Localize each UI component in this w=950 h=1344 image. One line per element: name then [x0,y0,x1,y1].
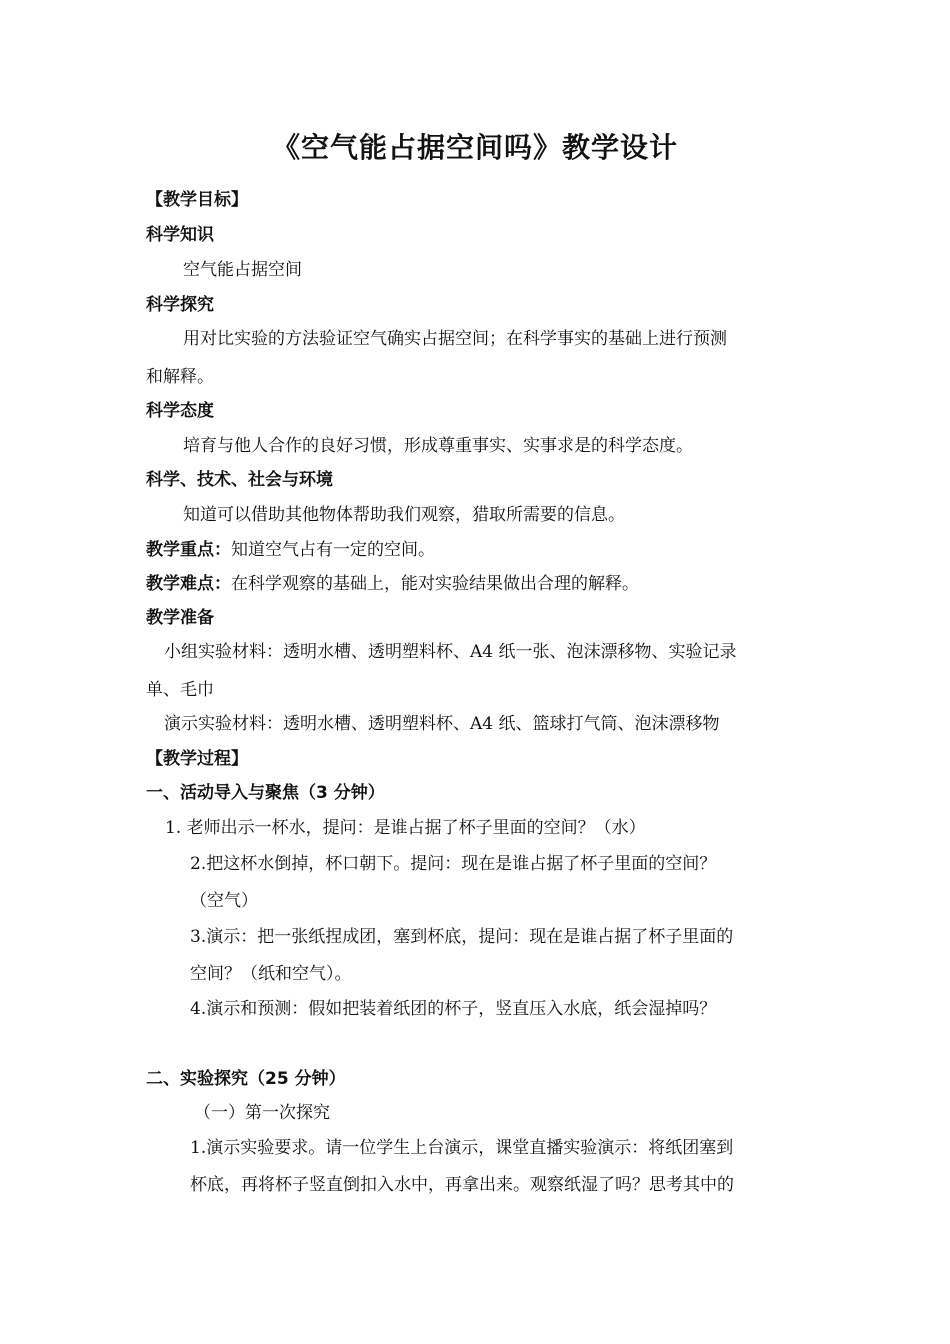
section2-item-1-line-1: 1.演示实验要求。请一位学生上台演示，课堂直播实验演示：将纸团塞到 [190,1138,734,1158]
knowledge-text: 空气能占据空间 [183,260,302,280]
page-title: 《空气能占据空间吗》教学设计 [271,131,678,164]
section1-item-3-line-2: 空间？（纸和空气）。 [190,964,352,984]
teaching-key-point [146,538,435,562]
stse-heading: 科学、技术、社会与环境 [146,470,333,490]
prep-demo-line: 演示实验材料：透明水槽、透明塑料杯、A4 纸、篮球打气筒、泡沫漂移物 [164,714,720,734]
attitude-text: 培育与他人合作的良好习惯，形成尊重事实、实事求是的科学态度。 [183,436,693,456]
inquiry-text-line-2: 和解释。 [146,367,214,387]
section1-item-1: 1. 老师出示一杯水，提问：是谁占据了杯子里面的空间？（水） [165,818,646,838]
inquiry-text-line-1: 用对比实验的方法验证空气确实占据空间；在科学事实的基础上进行预测 [183,329,727,349]
inquiry-heading: 科学探究 [146,295,214,315]
teaching-key-text: 知道空气占有一定的空间。 [231,540,435,560]
teaching-key-label: 教学重点： [146,540,231,560]
section2-sub-1: （一）第一次探究 [194,1103,330,1123]
prep-group-line-1: 小组实验材料：透明水槽、透明塑料杯、A4 纸一张、泡沫漂移物、实验记录 [164,642,737,662]
teaching-difficulty-text: 在科学观察的基础上，能对实验结果做出合理的解释。 [231,574,639,594]
section1-item-4: 4.演示和预测：假如把装着纸团的杯子，竖直压入水底，纸会湿掉吗？ [190,999,717,1019]
stse-text: 知道可以借助其他物体帮助我们观察，猎取所需要的信息。 [183,505,625,525]
section2-item-1-line-2: 杯底，再将杯子竖直倒扣入水中，再拿出来。观察纸湿了吗？思考其中的 [190,1175,734,1195]
attitude-heading: 科学态度 [146,401,214,421]
section1-item-2-line-1: 2.把这杯水倒掉，杯口朝下。提问：现在是谁占据了杯子里面的空间？ [190,854,717,874]
preparation-heading: 教学准备 [146,608,214,628]
section2-heading: 二、实验探究（25 分钟） [146,1069,346,1089]
section1-heading: 一、活动导入与聚焦（3 分钟） [146,783,385,803]
process-heading: 【教学过程】 [146,749,248,769]
knowledge-heading: 科学知识 [146,225,214,245]
section1-item-3-line-1: 3.演示：把一张纸捏成团，塞到杯底，提问：现在是谁占据了杯子里面的 [190,927,734,947]
teaching-difficulty [146,572,639,596]
objectives-heading: 【教学目标】 [146,190,248,210]
section1-item-2-line-2: （空气） [190,891,258,911]
teaching-difficulty-label: 教学难点： [146,574,231,594]
prep-group-line-2: 单、毛巾 [146,680,214,700]
